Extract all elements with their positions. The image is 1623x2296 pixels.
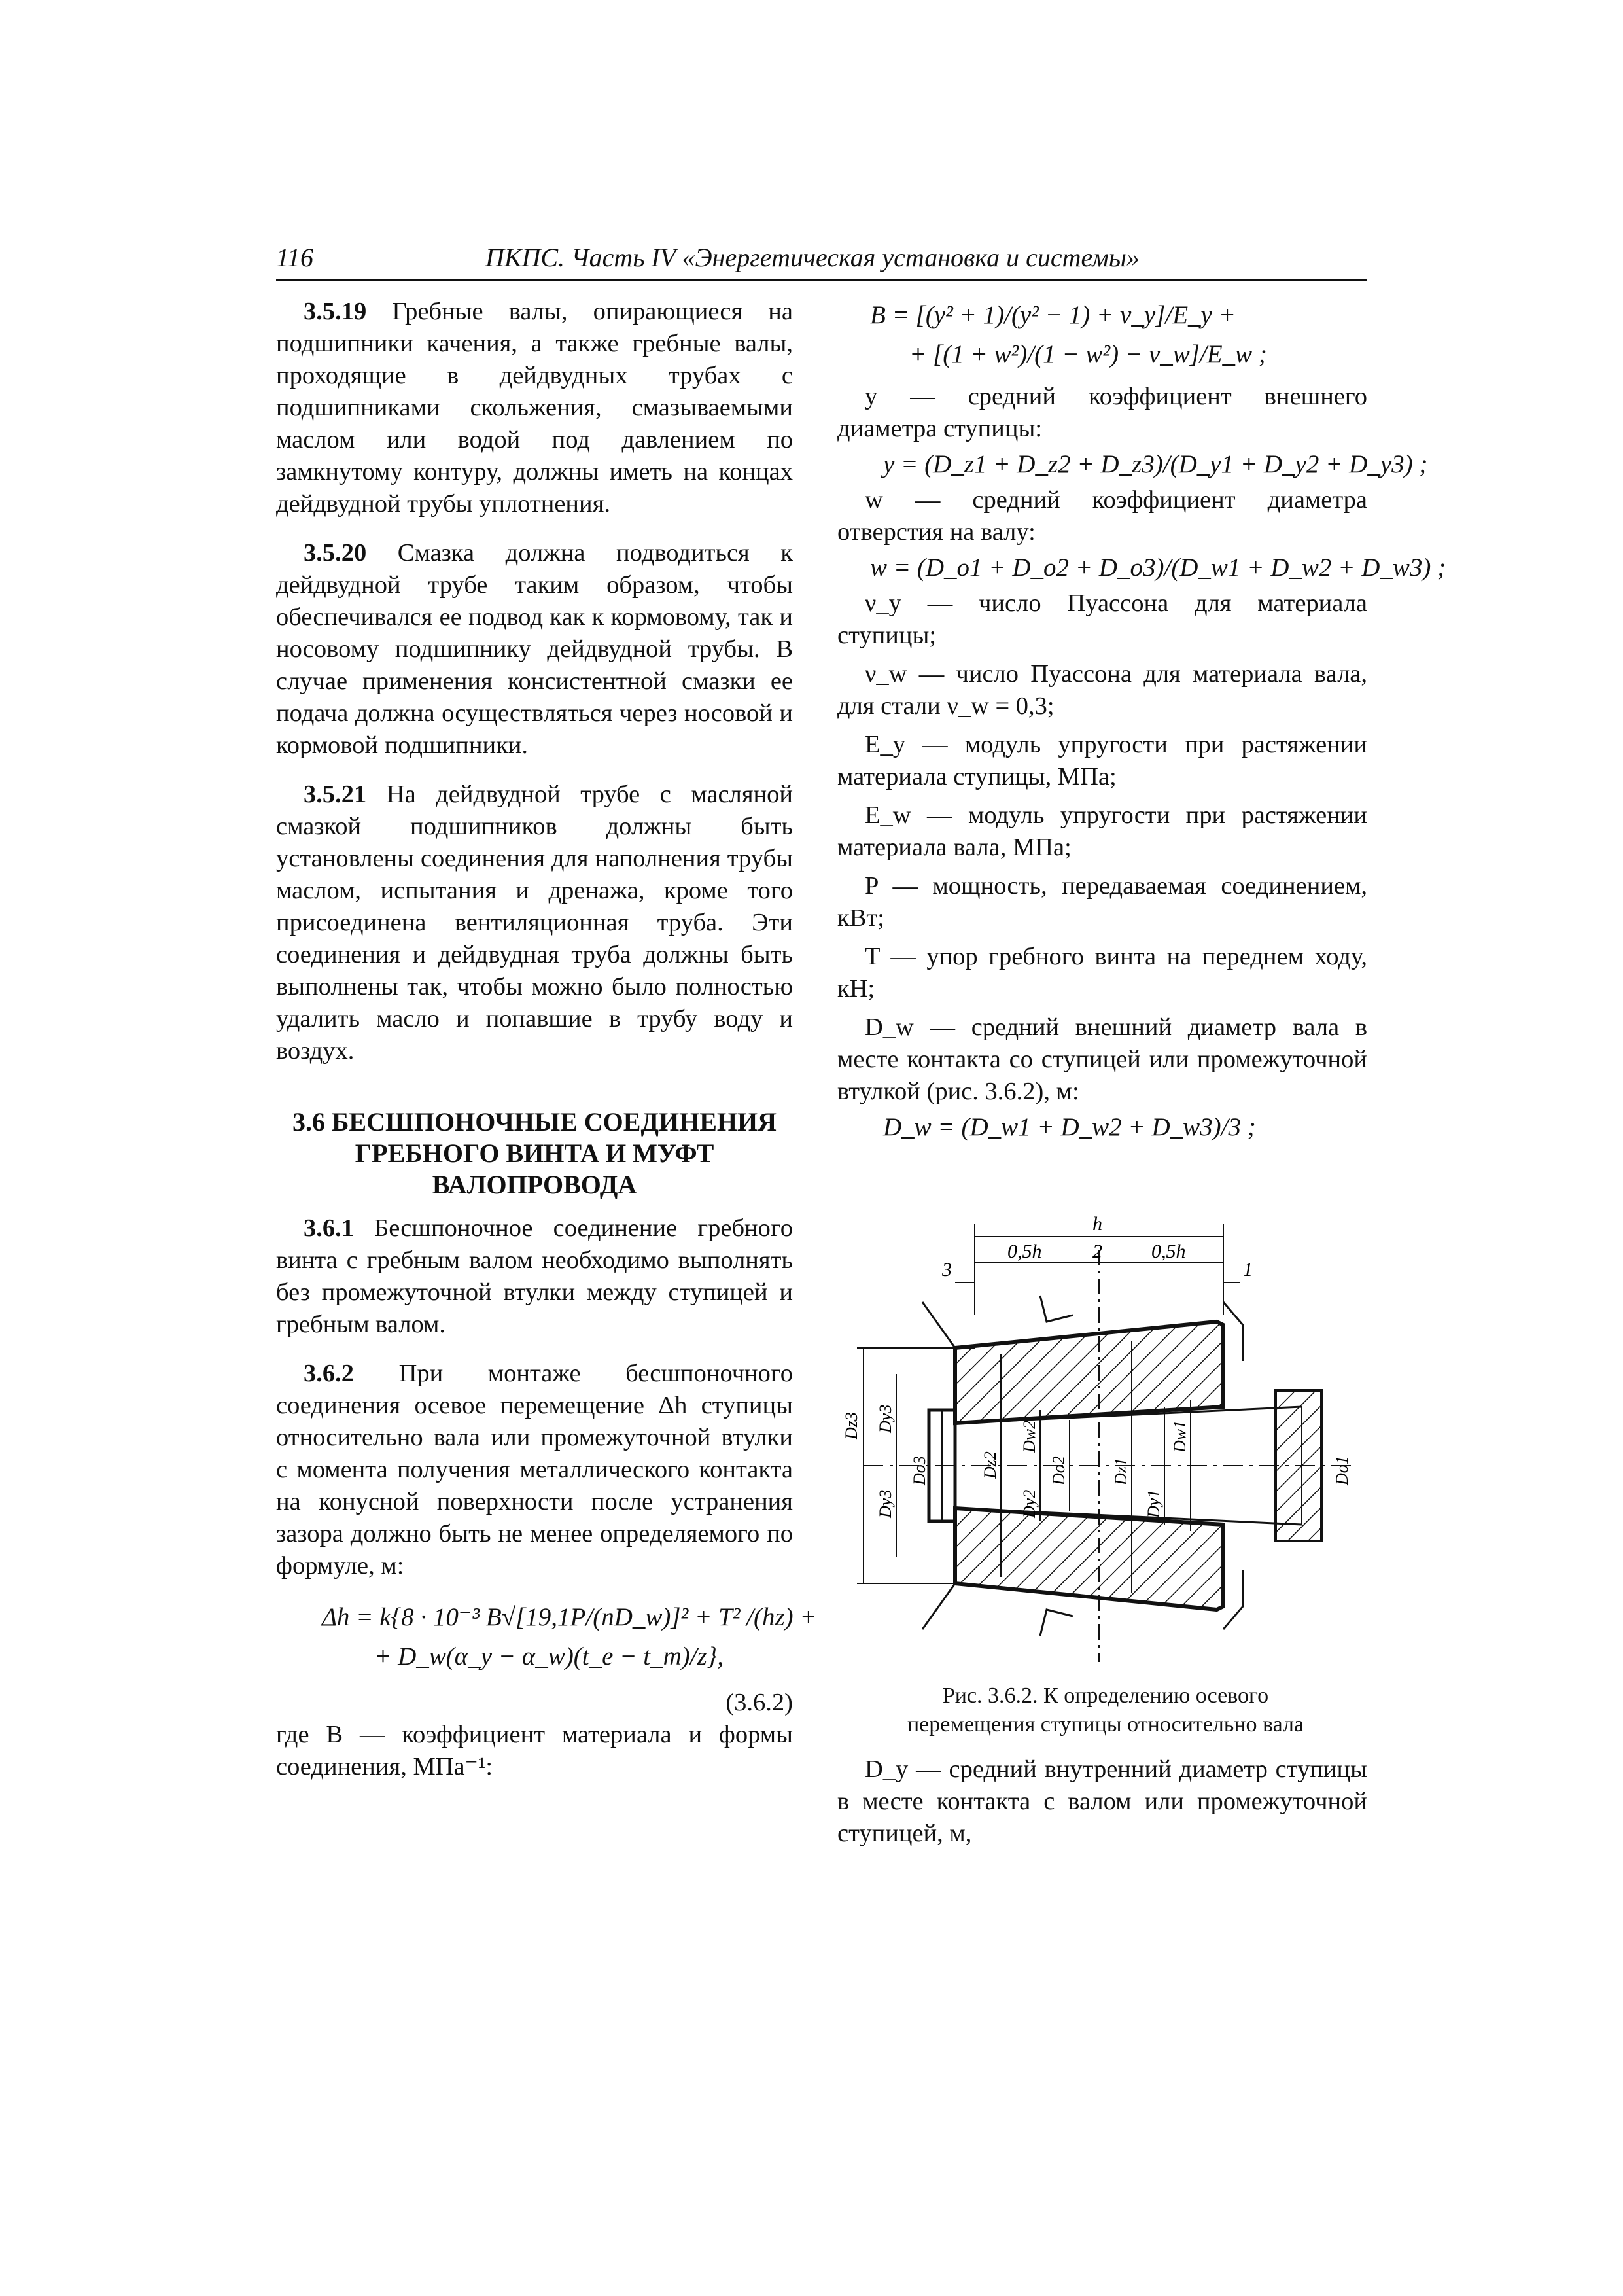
formula-y: y = (D_z1 + D_z2 + D_z3)/(D_y1 + D_y2 + D_y3) ; bbox=[883, 450, 1428, 478]
para-3-5-20 bbox=[276, 537, 793, 762]
label-2: 2 bbox=[1092, 1241, 1102, 1262]
right-column bbox=[837, 296, 1446, 1147]
label-Do2: Do2 bbox=[1049, 1456, 1068, 1485]
figure-caption bbox=[844, 1682, 1367, 1739]
caption-line: перемещения ступицы относительно вала bbox=[907, 1712, 1304, 1737]
def-vy: ν_y — число Пуассона для материала ступицы; bbox=[837, 590, 1367, 649]
formula-3-6-2-line1: Δh = k{8 · 10⁻³ B√[19,1P/(nD_w)]² + T² /(hz) + bbox=[322, 1603, 817, 1631]
para-text: Смазка должна подводиться к дейдвудной трубе таким образом, чтобы обеспечивался ее подвод как к кормовому, так и носовому подшипнику дейдвудной трубы. В случае применения консистентной смазки ее подача должна осуществляться через носовой и кормовой подшипники. bbox=[276, 539, 793, 759]
formula-3-6-2-line2: + D_w(α_y − α_w)(t_e − t_m)/z}, bbox=[374, 1642, 724, 1670]
def-w: w — средний коэффициент диаметра отверстия на валу: bbox=[837, 486, 1367, 546]
formula-B-line2: + [(1 + w²)/(1 − w²) − ν_w]/E_w ; bbox=[909, 340, 1267, 368]
para-number: 3.5.19 bbox=[304, 298, 367, 325]
para-3-6-2 bbox=[276, 1358, 793, 1582]
def-Dw: D_w — средний внешний диаметр вала в месте контакта со ступицей или промежуточной втулкой (рис. 3.6.2), м: bbox=[837, 1014, 1367, 1105]
label-Dw1: Dw1 bbox=[1170, 1420, 1189, 1453]
formula-number: (3.6.2) bbox=[725, 1689, 793, 1716]
section-title-line: ГРЕБНОГО ВИНТА И МУФТ bbox=[355, 1139, 714, 1168]
def-vw: ν_w — число Пуассона для материала вала, для стали ν_w = 0,3; bbox=[837, 660, 1367, 720]
label-Dy1: Dy1 bbox=[1144, 1489, 1163, 1518]
para-3-5-21 bbox=[276, 779, 793, 1067]
formula-B-line1: B = [(y² + 1)/(y² − 1) + ν_y]/E_y + bbox=[870, 301, 1236, 329]
left-column bbox=[276, 296, 817, 1783]
para-text: Бесшпоночное соединение гребного винта с гребным валом необходимо выполнять без промежуточной втулки между ступицей и гребным валом. bbox=[276, 1214, 793, 1338]
label-Dy3-lower: Dy3 bbox=[876, 1489, 895, 1518]
label-1: 1 bbox=[1243, 1259, 1253, 1280]
section-title bbox=[276, 1106, 793, 1201]
label-Do1: Do1 bbox=[1333, 1456, 1352, 1485]
label-Dy2: Dy2 bbox=[1020, 1489, 1039, 1518]
def-P: P — мощность, передаваемая соединением, кВт; bbox=[837, 872, 1367, 932]
para-B-def: где B — коэффициент материала и формы соединения, МПа⁻¹: bbox=[276, 1721, 793, 1780]
def-y: y — средний коэффициент внешнего диаметра ступицы: bbox=[837, 383, 1367, 442]
label-Dz2: Dz2 bbox=[981, 1451, 1000, 1479]
label-Dy3-upper: Dy3 bbox=[876, 1404, 895, 1433]
def-Ey: E_y — модуль упругости при растяжении материала ступицы, МПа; bbox=[837, 731, 1367, 790]
label-half-right: 0,5h bbox=[1151, 1241, 1186, 1262]
para-text: При монтаже бесшпоночного соединения осевое перемещение Δh ступицы относительно вала или промежуточной втулки с момента получения металлического контакта на конусной поверхности после устранения зазора должно быть не менее определяемого по формуле, м: bbox=[276, 1360, 793, 1580]
label-half-left: 0,5h bbox=[1007, 1241, 1042, 1262]
formula-w: w = (D_o1 + D_o2 + D_o3)/(D_w1 + D_w2 + D_w3) ; bbox=[870, 554, 1446, 582]
figure-3-6-2 bbox=[844, 1210, 1367, 1669]
para-number: 3.5.20 bbox=[304, 539, 367, 567]
def-T: T — упор гребного винта на переднем ходу, кН; bbox=[837, 943, 1367, 1002]
label-Do3: Do3 bbox=[910, 1456, 929, 1485]
def-Ew: E_w — модуль упругости при растяжении материала вала, МПа; bbox=[837, 802, 1367, 861]
para-number: 3.5.21 bbox=[304, 781, 367, 808]
label-h: h bbox=[1092, 1213, 1102, 1235]
def-Dy: D_y — средний внутренний диаметр ступицы в месте контакта с валом или промежуточной ступицей, м, bbox=[837, 1756, 1367, 1847]
formula-Dw: D_w = (D_w1 + D_w2 + D_w3)/3 ; bbox=[883, 1113, 1256, 1141]
label-Dw2: Dw2 bbox=[1020, 1420, 1039, 1453]
section-title-line: 3.6 БЕСШПОНОЧНЫЕ СОЕДИНЕНИЯ bbox=[292, 1107, 777, 1137]
para-3-6-1 bbox=[276, 1212, 793, 1341]
para-number: 3.6.1 bbox=[304, 1214, 354, 1242]
label-Dz3: Dz3 bbox=[842, 1412, 861, 1439]
right-column-bottom bbox=[837, 1754, 1367, 1850]
section-title-line: ВАЛОПРОВОДА bbox=[432, 1170, 637, 1199]
para-text: На дейдвудной трубе с масляной смазкой подшипников должны быть установлены соединения для наполнения трубы маслом, испытания и дренажа, кроме того присоединена вентиляционная труба. Эти соединения и дейдвудная труба должны быть выполнены так, чтобы можно было полностью удалить масло и попавшие в трубу воду и воздух. bbox=[276, 781, 793, 1065]
caption-line: Рис. 3.6.2. К определению осевого bbox=[942, 1684, 1269, 1708]
label-3: 3 bbox=[942, 1259, 952, 1280]
label-Dz1: Dz1 bbox=[1111, 1458, 1130, 1485]
running-title: ПКПС. Часть IV «Энергетическая установка и системы» bbox=[485, 243, 1140, 272]
page-number: 116 bbox=[276, 243, 314, 272]
para-3-5-19 bbox=[276, 296, 793, 520]
page-header bbox=[276, 242, 1367, 281]
para-text: Гребные валы, опирающиеся на подшипники качения, а также гребные валы, проходящие в дейдвудных трубах с подшипниками скольжения, смазываемыми маслом или водой под давлением по замкнутому контуру, должны иметь на концах дейдвудной трубы уплотнения. bbox=[276, 298, 793, 518]
para-number: 3.6.2 bbox=[304, 1360, 354, 1387]
